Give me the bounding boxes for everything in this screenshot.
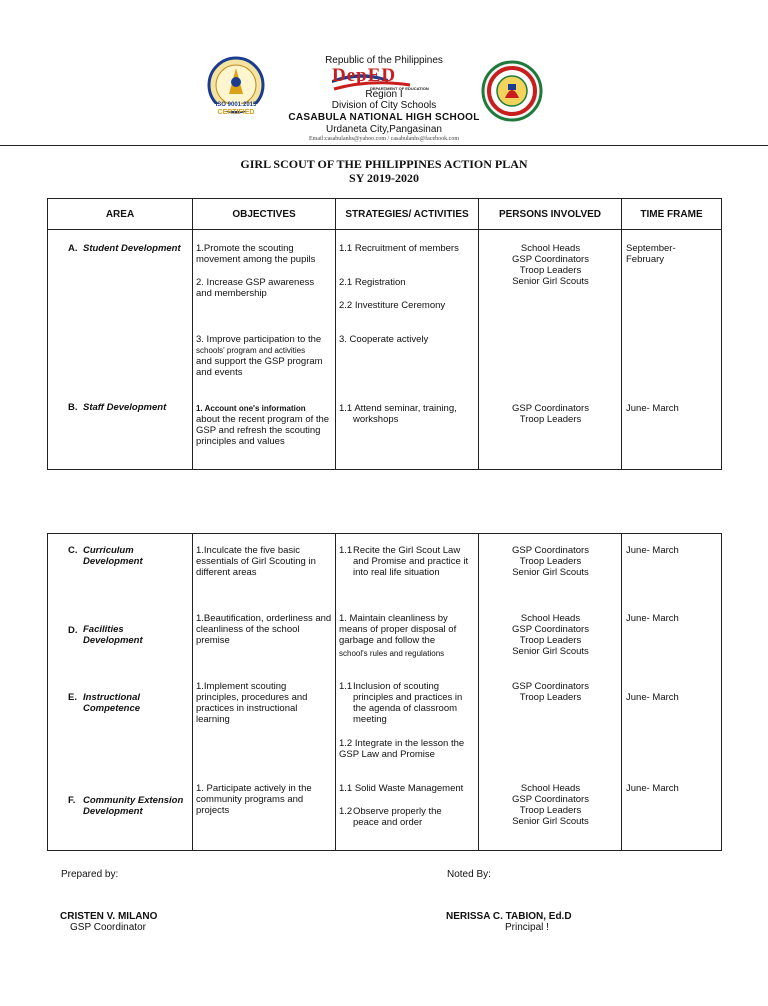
time-frame-text: June- March [626, 613, 679, 624]
strategy-text: workshops [353, 414, 399, 425]
area-label: Competence [83, 703, 141, 714]
objective-text: 1.Beautification, orderliness and cleanliness of the school premise [196, 613, 332, 646]
person-item: Troop Leaders [519, 635, 582, 646]
noted-by-name: NERISSA C. TABION, Ed.D [446, 911, 572, 922]
prepared-by-name: CRISTEN V. MILANO [60, 911, 158, 922]
strategy-text: Recite the Girl Scout Law and Promise and practice it into real life situation [353, 545, 469, 578]
person-item: Troop Leaders [519, 692, 582, 703]
strategy-text: 3. Cooperate actively [339, 334, 429, 345]
row-letter: B. [68, 402, 78, 413]
strategy-number: 1.1 [339, 545, 353, 556]
time-frame-text: June- March [626, 783, 679, 794]
area-label: Staff Development [83, 402, 167, 413]
iso-text: ISO 9001:2015 [215, 102, 257, 108]
time-frame-text: June- March [626, 545, 679, 556]
objective-text: 3. Improve participation to the [196, 334, 322, 345]
email-line: Email:casabulanhs@yahoo.com / casabulanhs@facebook.com [308, 136, 459, 142]
iso-certified-text: CERTIFIED [217, 109, 255, 116]
noted-by-role: Principal ! [505, 922, 549, 933]
persons-cell [479, 230, 622, 470]
person-item: Troop Leaders [519, 265, 582, 276]
objective-text: about the recent program of the GSP and refresh the scouting principles and values [196, 414, 330, 447]
time-frame-cell [622, 230, 722, 470]
noted-by-label: Noted By: [447, 869, 491, 880]
area-label: Curriculum [83, 545, 134, 556]
school-seal-logo [481, 60, 543, 122]
republic-line: Republic of the Philippines [325, 55, 443, 66]
prepared-by-role: GSP Coordinator [70, 922, 146, 933]
deped-logo-text: DepED [332, 65, 397, 86]
strategy-text: school's rules and regulations [339, 649, 445, 658]
action-plan-table-1 [47, 198, 722, 470]
person-item: Senior Girl Scouts [512, 567, 589, 578]
person-item: GSP Coordinators [512, 403, 589, 414]
area-cell [48, 230, 193, 470]
objective-text: and support the GSP program and events [196, 356, 323, 378]
area-label: Student Development [83, 243, 181, 254]
document-subtitle: SY 2019-2020 [349, 171, 419, 185]
division-line: Division of City Schools [331, 100, 437, 111]
area-label: Community Extension [83, 795, 184, 806]
objective-text: 2. Increase GSP awareness and membership [196, 277, 315, 299]
person-item: Troop Leaders [519, 414, 582, 425]
strategy-text: 1.1 Recruitment of members [339, 243, 459, 254]
person-item: School Heads [520, 243, 581, 254]
person-item: School Heads [520, 783, 581, 794]
area-label: Instructional [83, 692, 141, 703]
row-letter: D. [68, 625, 78, 636]
column-header-strategies: STRATEGIES/ ACTIVITIES [336, 199, 479, 230]
person-item: Senior Girl Scouts [512, 276, 589, 287]
person-item: School Heads [520, 613, 581, 624]
area-cell [48, 534, 193, 851]
person-item: GSP Coordinators [512, 681, 589, 692]
column-header-area: AREA [48, 199, 193, 230]
person-item: Troop Leaders [519, 556, 582, 567]
strategy-text: Inclusion of scouting principles and practices in the agenda of classroom meeting [353, 681, 463, 725]
header-divider [0, 145, 768, 146]
persons-cell [479, 534, 622, 851]
region-line: Region I [365, 89, 403, 100]
time-frame-text: June- March [626, 692, 679, 703]
document-title: GIRL SCOUT OF THE PHILIPPINES ACTION PLAN [240, 157, 528, 171]
objectives-cell [193, 534, 336, 851]
area-label: Development [83, 556, 143, 567]
person-item: GSP Coordinators [512, 794, 589, 805]
city-line: Urdaneta City,Pangasinan [326, 124, 442, 135]
strategy-text: Observe properly the peace and order [353, 806, 442, 828]
strategy-text: 1.1 Solid Waste Management [339, 783, 464, 794]
strategy-text: 2.2 Investiture Ceremony [339, 300, 446, 311]
objective-text: 1.Promote the scouting movement among the pupils [196, 243, 316, 265]
strategy-text: 1.2 Integrate in the lesson the GSP Law and Promise [339, 738, 465, 760]
table-header-row [48, 199, 722, 230]
strategy-text: 1. Maintain cleanliness by means of proper disposal of garbage and follow the [339, 613, 457, 646]
deped-logo-subtext: DEPARTMENT OF EDUCATION [370, 86, 429, 91]
time-frame-cell [622, 534, 722, 851]
person-item: GSP Coordinators [512, 545, 589, 556]
objective-text: 1.Implement scouting principles, procedures and practices in instructional learning [196, 681, 308, 725]
person-item: GSP Coordinators [512, 254, 589, 265]
strategies-cell [336, 230, 479, 470]
school-name: CASABULA NATIONAL HIGH SCHOOL [288, 112, 480, 123]
objective-text: 1. Account one's information [196, 404, 306, 413]
strategy-number: 1.2 [339, 806, 353, 817]
area-label: Development [83, 806, 143, 817]
area-label: Development [83, 635, 143, 646]
column-header-persons: PERSONS INVOLVED [479, 199, 622, 230]
row-letter: E. [68, 692, 77, 703]
person-item: Senior Girl Scouts [512, 646, 589, 657]
table-row [48, 534, 722, 851]
person-item: Troop Leaders [519, 805, 582, 816]
person-item: GSP Coordinators [512, 624, 589, 635]
action-plan-table-2 [47, 533, 722, 851]
objective-text: 1.Inculcate the five basic essentials of Girl Scouting in different areas [196, 545, 316, 578]
area-label: Facilities [83, 624, 124, 635]
table-row [48, 230, 722, 470]
strategies-cell [336, 534, 479, 851]
row-letter: F. [68, 795, 76, 806]
column-header-time-frame: TIME FRAME [622, 199, 722, 230]
time-frame-text: September- February [626, 243, 676, 265]
objective-text: 1. Participate actively in the community programs and projects [196, 783, 312, 816]
objective-text: schools' program and activities [196, 346, 306, 355]
row-letter: A. [68, 243, 78, 254]
strategy-number: 1.1 [339, 681, 353, 692]
prepared-by-label: Prepared by: [61, 869, 119, 880]
row-letter: C. [68, 545, 78, 556]
strategy-text: 1.1 Attend seminar, training, [339, 403, 457, 414]
column-header-objectives: OBJECTIVES [193, 199, 336, 230]
strategy-text: 2.1 Registration [339, 277, 406, 288]
person-item: Senior Girl Scouts [512, 816, 589, 827]
time-frame-text: June- March [626, 403, 679, 414]
objectives-cell [193, 230, 336, 470]
